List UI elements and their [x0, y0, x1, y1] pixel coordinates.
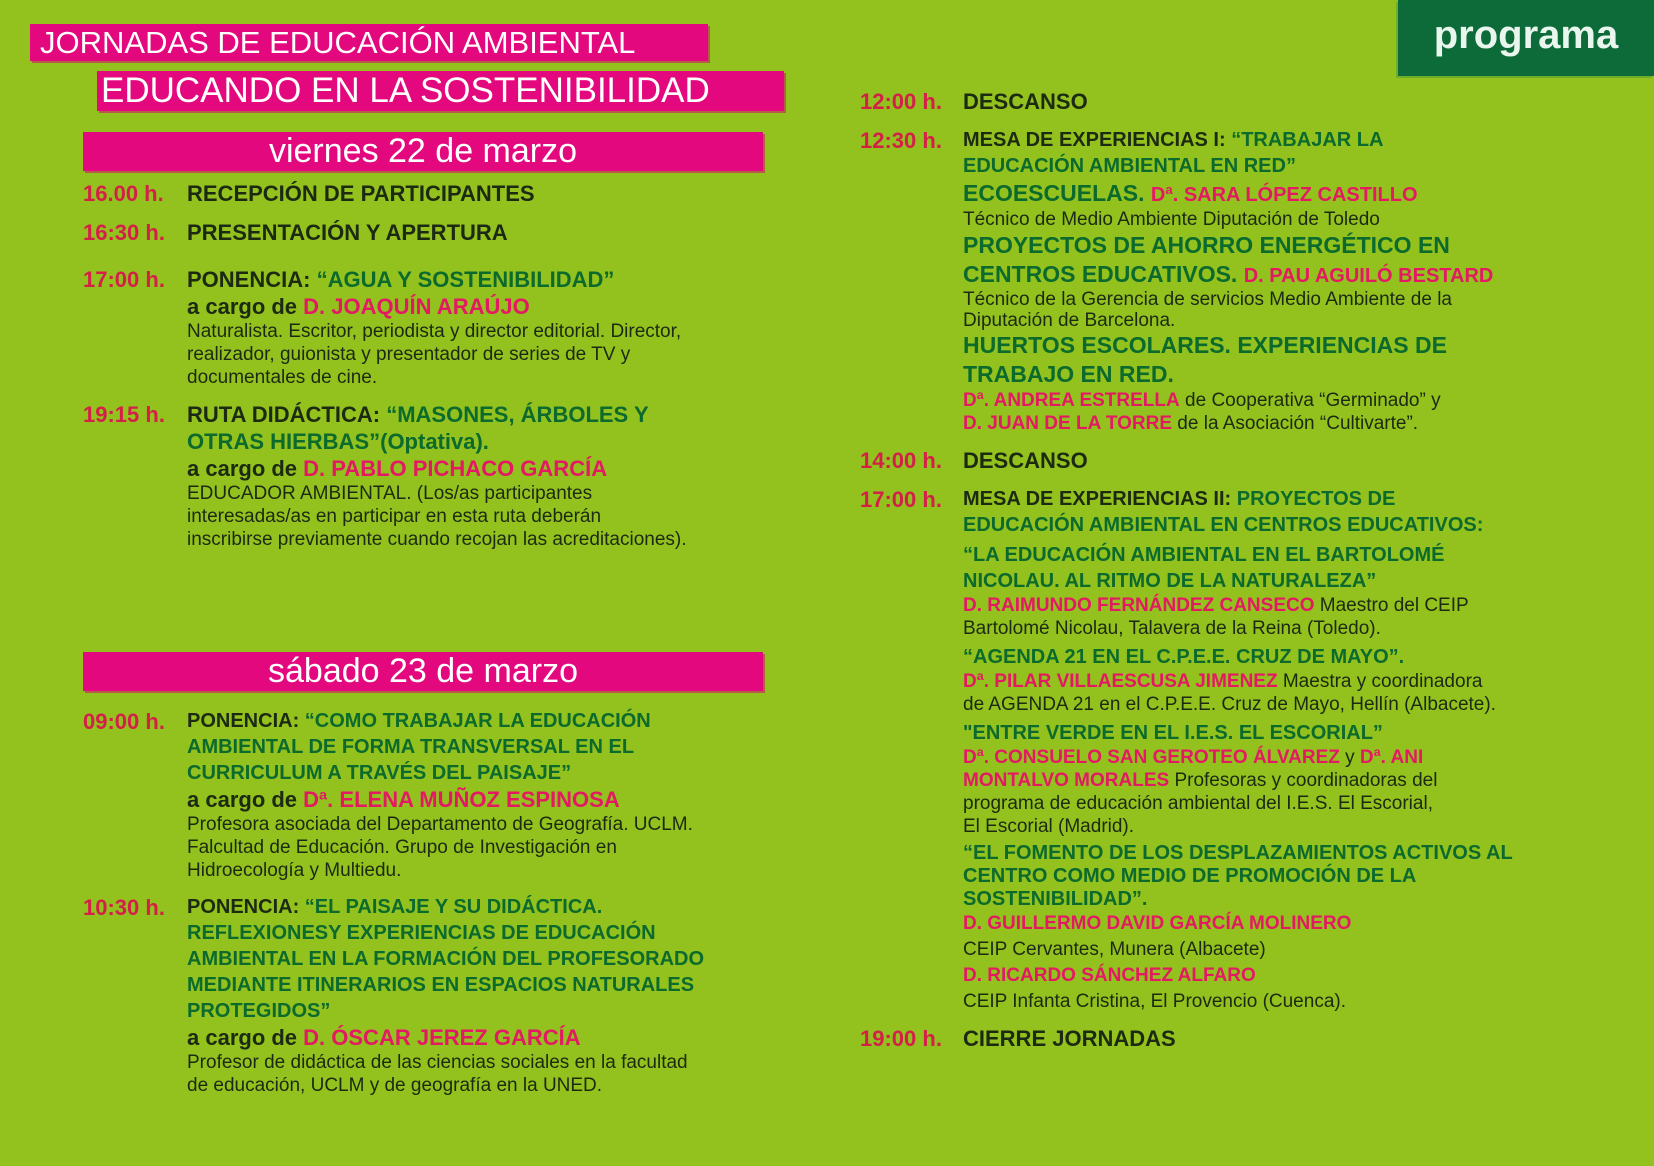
item-title: [187, 401, 783, 428]
speaker-line: [963, 911, 1650, 937]
item-time: 12:00 h.: [860, 89, 942, 114]
speaker-affiliation: de Cooperativa “Germinado” y: [1179, 390, 1441, 411]
item-time: 16.00 h.: [83, 181, 164, 206]
speaker-name: D. JUAN DE LA TORRE: [963, 413, 1173, 434]
item-topic: “COMO TRABAJAR LA EDUCACIÓN: [304, 710, 651, 732]
item-topic: PROTEGIDOS”: [187, 1000, 331, 1022]
schedule-item: [83, 894, 803, 1097]
schedule-item: [860, 1025, 1650, 1052]
schedule-item: [83, 219, 783, 246]
item-topic: “AGUA Y SOSTENIBILIDAD”: [316, 267, 615, 292]
speaker-bio: Hidroecología y Multiedu.: [187, 860, 402, 881]
item-title: [187, 708, 803, 734]
item-topic: “EL PAISAJE Y SU DIDÁCTICA.: [304, 896, 603, 918]
speaker-name: D. PAU AGUILÓ BESTARD: [1243, 265, 1494, 287]
item-topic: REFLEXIONESY EXPERIENCIAS DE EDUCACIÓN: [187, 922, 656, 944]
speaker-line: [963, 769, 1650, 792]
item-type: PONENCIA:: [187, 267, 317, 292]
item-type: RUTA DIDÁCTICA:: [187, 402, 387, 427]
speaker-bio: de AGENDA 21 en el C.P.E.E. Cruz de Mayo, Hellín (Albacete).: [963, 694, 1496, 715]
talk-name: ECOESCUELAS.: [963, 180, 1151, 206]
item-topic: CURRICULUM A TRAVÉS DEL PAISAJE”: [187, 762, 572, 784]
item-title: DESCANSO: [963, 89, 1088, 114]
speaker-bio: CEIP Infanta Cristina, El Provencio (Cuenca).: [963, 991, 1346, 1012]
item-type: MESA DE EXPERIENCIAS II:: [963, 488, 1237, 510]
talk-name: CENTROS EDUCATIVOS.: [963, 261, 1244, 287]
speaker-bio: El Escorial (Madrid).: [963, 816, 1135, 837]
speaker-line: [963, 594, 1650, 617]
speaker-name: D. ÓSCAR JEREZ GARCÍA: [303, 1025, 581, 1050]
item-topic: OTRAS HIERBAS”(Optativa).: [187, 429, 489, 454]
talk-title: TRABAJO EN RED.: [963, 361, 1174, 387]
speaker-name: Dª. CONSUELO SAN GEROTEO ÁLVAREZ: [963, 747, 1340, 768]
joiner: y: [1339, 747, 1360, 768]
item-topic: MEDIANTE ITINERARIOS EN ESPACIOS NATURALES: [187, 974, 695, 996]
speaker-bio: EDUCADOR AMBIENTAL. (Los/as participantes: [187, 483, 593, 504]
saturday-schedule: [83, 708, 803, 1105]
talk-title: “EL FOMENTO DE LOS DESPLAZAMIENTOS ACTIVOS AL: [963, 842, 1513, 864]
speaker-name: D. PABLO PICHACO GARCÍA: [303, 456, 608, 481]
speaker-bio: Profesor de didáctica de las ciencias sociales en la facultad: [187, 1052, 688, 1073]
speaker-name: D. RAIMUNDO FERNÁNDEZ CANSECO: [963, 595, 1315, 616]
speaker-affiliation: Profesoras y coordinadoras del: [1169, 770, 1438, 791]
speaker-bio: Técnico de la Gerencia de servicios Medio Ambiente de la: [963, 289, 1452, 310]
item-time: 19:15 h.: [83, 402, 165, 427]
talk-title: "ENTRE VERDE EN EL I.E.S. EL ESCORIAL”: [963, 722, 1383, 744]
schedule-item: [83, 401, 783, 551]
talk-title: “AGENDA 21 EN EL C.P.E.E. CRUZ DE MAYO”.: [963, 646, 1405, 668]
talk-title: [963, 179, 1650, 208]
schedule-item: [860, 447, 1650, 474]
speaker-line: [963, 389, 1650, 412]
by-label: a cargo de: [187, 456, 304, 481]
item-time: 17:00 h.: [83, 267, 165, 292]
speaker-bio: Naturalista. Escritor, periodista y director editorial. Director,: [187, 321, 682, 342]
item-time: 19:00 h.: [860, 1026, 942, 1051]
speaker-line: [963, 670, 1650, 693]
speaker-bio: Falcultad de Educación. Grupo de Investigación en: [187, 837, 617, 858]
by-label: a cargo de: [187, 294, 304, 319]
speaker-bio: programa de educación ambiental del I.E.S. El Escorial,: [963, 793, 1433, 814]
speaker-affiliation: de la Asociación “Cultivarte”.: [1172, 413, 1419, 434]
programa-badge: programa: [1398, 0, 1654, 76]
item-title: [963, 127, 1650, 153]
speaker-line: [187, 1024, 803, 1051]
speaker-name: D. GUILLERMO DAVID GARCÍA MOLINERO: [963, 913, 1352, 934]
item-title: [963, 486, 1650, 512]
speaker-line: [187, 293, 783, 320]
item-topic: AMBIENTAL EN LA FORMACIÓN DEL PROFESORADO: [187, 948, 705, 970]
item-title: [187, 266, 783, 293]
talk-title: NICOLAU. AL RITMO DE LA NATURALEZA”: [963, 570, 1377, 592]
item-time: 09:00 h.: [83, 709, 165, 734]
day-header-friday: viernes 22 de marzo: [83, 132, 763, 171]
by-label: a cargo de: [187, 1025, 304, 1050]
speaker-name: D. RICARDO SÁNCHEZ ALFARO: [963, 965, 1256, 986]
item-topic: EDUCACIÓN AMBIENTAL EN CENTROS EDUCATIVOS:: [963, 514, 1484, 536]
friday-schedule: [83, 180, 783, 559]
speaker-affiliation: Maestra y coordinadora: [1277, 671, 1483, 692]
item-type: PONENCIA:: [187, 710, 305, 732]
speaker-name: MONTALVO MORALES: [963, 770, 1170, 791]
item-topic: EDUCACIÓN AMBIENTAL EN RED”: [963, 155, 1296, 177]
speaker-name: Dª. ANDREA ESTRELLA: [963, 390, 1180, 411]
schedule-item: [83, 180, 783, 207]
day-header-saturday: sábado 23 de marzo: [83, 652, 763, 691]
speaker-bio: interesadas/as en participar en esta ruta deberán: [187, 506, 602, 527]
speaker-bio: Bartolomé Nicolau, Talavera de la Reina (Toledo).: [963, 618, 1381, 639]
item-title: DESCANSO: [963, 448, 1088, 473]
item-title: RECEPCIÓN DE PARTICIPANTES: [187, 181, 535, 206]
item-type: PONENCIA:: [187, 896, 305, 918]
speaker-bio: Técnico de Medio Ambiente Diputación de Toledo: [963, 209, 1380, 230]
schedule-item: [860, 486, 1650, 1015]
item-time: 17:00 h.: [860, 487, 942, 512]
item-time: 10:30 h.: [83, 895, 165, 920]
speaker-line: [187, 786, 803, 813]
speaker-affiliation: Maestro del CEIP: [1314, 595, 1469, 616]
speaker-line: [187, 455, 783, 482]
schedule-item: [83, 266, 783, 389]
item-time: 12:30 h.: [860, 128, 942, 153]
schedule-item: [860, 88, 1650, 115]
saturday-schedule-continued: [860, 88, 1650, 1060]
item-topic: PROYECTOS DE: [1236, 488, 1396, 510]
speaker-name: Dª. SARA LÓPEZ CASTILLO: [1150, 184, 1418, 206]
item-type: MESA DE EXPERIENCIAS I:: [963, 129, 1232, 151]
talk-title: HUERTOS ESCOLARES. EXPERIENCIAS DE: [963, 332, 1447, 358]
schedule-item: [860, 127, 1650, 435]
speaker-bio: Diputación de Barcelona.: [963, 310, 1176, 331]
speaker-name: Dª. PILAR VILLAESCUSA JIMENEZ: [963, 671, 1278, 692]
talk-title: SOSTENIBILIDAD”.: [963, 888, 1148, 910]
talk-title: “LA EDUCACIÓN AMBIENTAL EN EL BARTOLOMÉ: [963, 544, 1445, 566]
item-topic: “MASONES, ÁRBOLES Y: [386, 402, 649, 427]
event-subtitle: EDUCANDO EN LA SOSTENIBILIDAD: [97, 71, 784, 111]
talk-title: PROYECTOS DE AHORRO ENERGÉTICO EN: [963, 232, 1450, 258]
item-time: 16:30 h.: [83, 220, 165, 245]
item-topic: “TRABAJAR LA: [1231, 129, 1384, 151]
speaker-bio: inscribirse previamente cuando recojan las acreditaciones).: [187, 529, 687, 550]
speaker-line: [963, 412, 1650, 435]
speaker-bio: de educación, UCLM y de geografía en la UNED.: [187, 1075, 603, 1096]
talk-title: CENTRO COMO MEDIO DE PROMOCIÓN DE LA: [963, 865, 1417, 887]
item-topic: AMBIENTAL DE FORMA TRANSVERSAL EN EL: [187, 736, 635, 758]
speaker-name: Dª. ANI: [1359, 747, 1424, 768]
speaker-bio: realizador, guionista y presentador de series de TV y: [187, 344, 631, 365]
talk-title: [963, 260, 1650, 289]
speaker-line: [963, 746, 1650, 769]
speaker-bio: documentales de cine.: [187, 367, 378, 388]
by-label: a cargo de: [187, 787, 304, 812]
speaker-name: Dª. ELENA MUÑOZ ESPINOSA: [303, 787, 620, 812]
speaker-line: [963, 963, 1650, 989]
speaker-bio: CEIP Cervantes, Munera (Albacete): [963, 939, 1266, 960]
speaker-bio: Profesora asociada del Departamento de Geografía. UCLM.: [187, 814, 693, 835]
item-title: [187, 894, 803, 920]
item-time: 14:00 h.: [860, 448, 942, 473]
event-title: JORNADAS DE EDUCACIÓN AMBIENTAL: [30, 24, 708, 61]
item-title: PRESENTACIÓN Y APERTURA: [187, 220, 508, 245]
item-title: CIERRE JORNADAS: [963, 1026, 1176, 1051]
speaker-name: D. JOAQUÍN ARAÚJO: [303, 294, 530, 319]
schedule-item: [83, 708, 803, 882]
